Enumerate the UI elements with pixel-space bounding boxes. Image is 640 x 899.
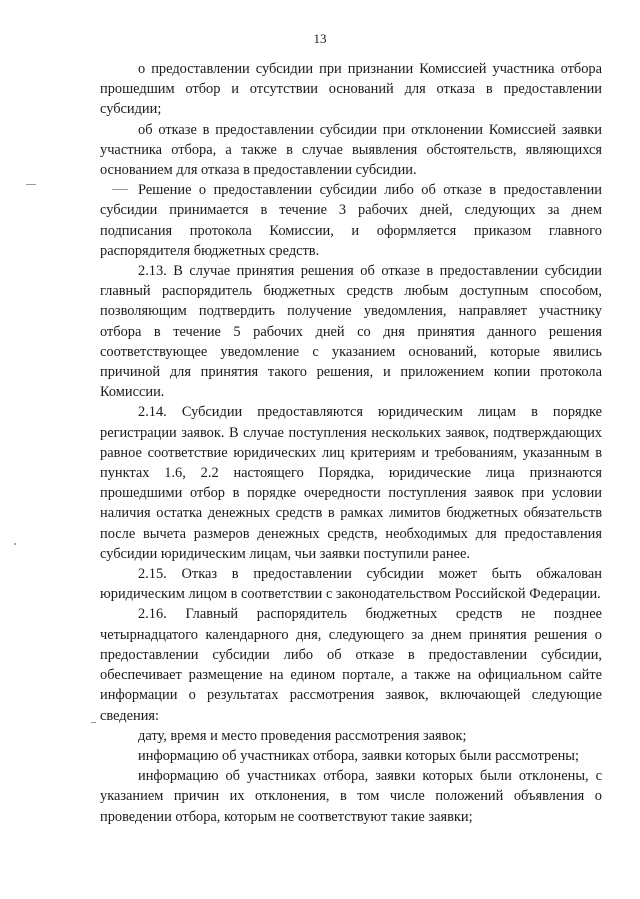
list-item: информацию об участниках отбора, заявки которых были отклонены, с указанием причин их отклонения, в том числе положений объявления о проведении отбора, которым не соответствуют такие заявки; [100, 768, 602, 825]
paragraph-2-13: 2.13. В случае принятия решения об отказе в предоставлении субсидии главный распорядитель бюджетных средств любым доступным способом, позволяющим подтвердить получение уведомления, направляет участнику отбора в течение 5 рабочих дней со дня принятия данного решения соответствующее уведомление с указанием оснований, которые явились причиной для принятия такого решения, и приложением копии протокола Комиссии. [100, 263, 602, 401]
scan-artifact [91, 722, 96, 723]
paragraph-2-14: 2.14. Субсидии предоставляются юридическим лицам в порядке регистрации заявок. В случае поступления нескольких заявок, подтверждающих равное соответствие юридических лиц критериям и требованиям, указанным в пунктах 1.6, 2.2 настоящего Порядка, юридические лица признаются прошедшими отбор в порядке очередности поступления заявок при условии наличия остатка денежных средств в рамках лимитов бюджетных обязательств после вычета размеров денежных средств, необходимых для предоставления субсидии юридическим лицам, чьи заявки поступили ранее. [100, 404, 602, 562]
scan-artifact [26, 184, 36, 185]
paragraph-2-16: 2.16. Главный распорядитель бюджетных средств не позднее четырнадцатого календарного дня, следующего за днем принятия решения о предоставлении субсидии либо об отказе в предоставлении субсидии, обеспечивает размещение на едином портале, а также на официальном сайте информации о результатах рассмотрения заявок, включающей следующие сведения: [100, 606, 602, 724]
scan-artifact [14, 543, 16, 545]
document-body [100, 59, 602, 827]
paragraph-2-15: 2.15. Отказ в предоставлении субсидии может быть обжалован юридическим лицом в соответствии с законодательством Российской Федерации. [100, 566, 602, 603]
paragraph: Решение о предоставлении субсидии либо об отказе в предоставлении субсидии принимается в течение 3 рабочих дней, следующих за днем подписания протокола Комиссии, и оформляется приказом главного распорядителя бюджетных средств. [100, 182, 602, 259]
list-item: дату, время и место проведения рассмотрения заявок; [138, 727, 467, 744]
list-item: информацию об участниках отбора, заявки которых были рассмотрены; [138, 747, 579, 764]
page-number: 13 [313, 31, 327, 46]
paragraph: об отказе в предоставлении субсидии при отклонении Комиссией заявки участника отбора, а также в случае выявления обстоятельств, являющихся основанием для отказа в предоставлении субсидии. [100, 121, 602, 179]
paragraph: о предоставлении субсидии при признании Комиссией участника отбора прошедшим отбор и отсутствии оснований для отказа в предоставлении субсидии; [100, 61, 602, 118]
